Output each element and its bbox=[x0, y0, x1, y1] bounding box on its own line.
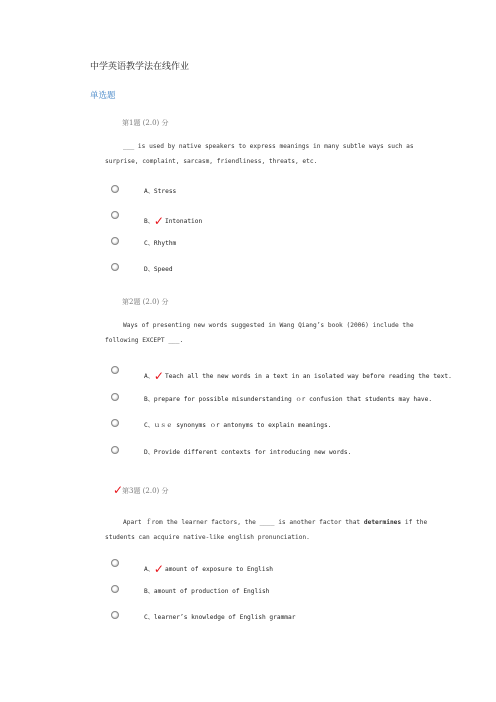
radio-button[interactable] bbox=[111, 585, 119, 593]
option-label: A、 bbox=[144, 566, 154, 573]
radio-button[interactable] bbox=[111, 366, 119, 374]
question-3-text-after: if the students can acquire native-like english pronunciation. bbox=[105, 519, 428, 541]
option-label: C、learner’s knowledge of English grammar bbox=[144, 614, 296, 621]
option-label: D、Speed bbox=[144, 266, 173, 273]
radio-button[interactable] bbox=[111, 611, 119, 619]
radio-button[interactable] bbox=[111, 211, 119, 219]
radio-button[interactable] bbox=[111, 237, 119, 245]
document-title: 中学英语教学法在线作业 bbox=[90, 62, 190, 72]
option-label: B、 bbox=[144, 218, 154, 225]
question-3-text-before: Apart ｆrom the learner factors, the ____ is another factor that bbox=[123, 519, 364, 526]
question-1-option-a[interactable] bbox=[111, 184, 471, 198]
question-3-option-a[interactable] bbox=[111, 558, 471, 576]
option-answer: amount of exposure to English bbox=[164, 566, 274, 573]
question-3-option-b[interactable] bbox=[111, 584, 471, 598]
question-2-option-b[interactable] bbox=[111, 392, 471, 406]
question-3-option-c[interactable] bbox=[111, 610, 471, 624]
radio-button[interactable] bbox=[111, 446, 119, 454]
question-3-text-bold: determines bbox=[363, 519, 402, 526]
question-1-option-c[interactable] bbox=[111, 236, 471, 250]
option-label: C、Rhythm bbox=[144, 240, 177, 247]
question-2-header: 第2题 (2.0) 分 bbox=[122, 298, 169, 306]
option-label: C、ｕｓｅ synonyms ｏr antonyms to explain meanings. bbox=[144, 422, 332, 429]
radio-button[interactable] bbox=[111, 419, 119, 427]
check-mark-icon: ✓ bbox=[153, 214, 164, 228]
question-1-option-b[interactable] bbox=[111, 210, 471, 228]
option-answer: Intonation bbox=[164, 218, 203, 225]
radio-button[interactable] bbox=[111, 559, 119, 567]
question-3-header-text: 第3题 (2.0) 分 bbox=[122, 487, 169, 495]
question-2-option-c[interactable] bbox=[111, 418, 471, 432]
question-3-text bbox=[105, 516, 450, 545]
question-2-option-a[interactable] bbox=[111, 365, 471, 383]
option-label: A、 bbox=[144, 373, 154, 380]
option-answer: Teach all the new words in a text in an isolated way before reading the text. bbox=[164, 373, 452, 380]
question-1-option-d[interactable] bbox=[111, 262, 471, 276]
check-mark-icon: ✓ bbox=[113, 483, 124, 497]
question-2-option-d[interactable] bbox=[111, 445, 471, 459]
radio-button[interactable] bbox=[111, 393, 119, 401]
radio-button[interactable] bbox=[111, 185, 119, 193]
question-1-text: ___ is used by native speakers to express meanings in many subtle ways such as surprise, complaint, sarcasm, friendliness, threats, etc. bbox=[105, 143, 414, 165]
check-mark-icon: ✓ bbox=[153, 562, 164, 576]
option-label: B、prepare for possible misunderstanding ｏr confusion that students may have. bbox=[144, 396, 433, 403]
option-label: A、Stress bbox=[144, 188, 177, 195]
section-title: 单选题 bbox=[90, 91, 116, 101]
question-3-header bbox=[113, 483, 169, 497]
question-1-header: 第1题 (2.0) 分 bbox=[122, 119, 169, 127]
check-mark-icon: ✓ bbox=[153, 369, 164, 383]
option-label: D、Provide different contexts for introducing new words. bbox=[144, 449, 352, 456]
radio-button[interactable] bbox=[111, 263, 119, 271]
question-2-text: Ways of presenting new words suggested in Wang Qiang’s book (2006) include the following EXCEPT ___. bbox=[105, 322, 414, 344]
option-label: B、amount of production of English bbox=[144, 588, 270, 595]
